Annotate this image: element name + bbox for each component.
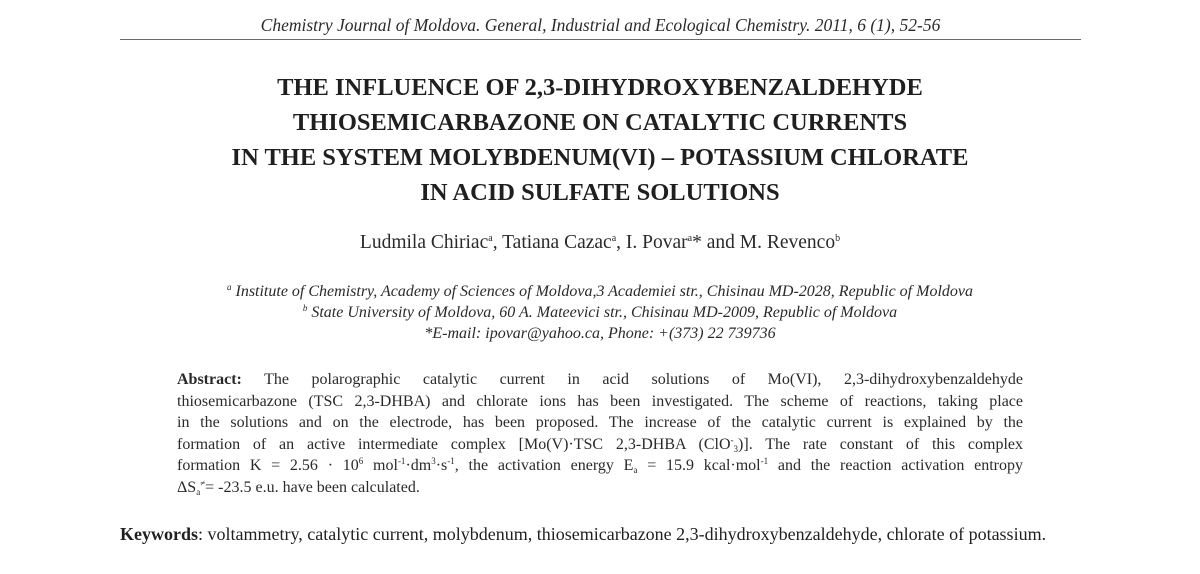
affiliation-a: [100, 281, 1100, 302]
author-separator: and: [701, 232, 740, 253]
affiliation-text: State University of Moldova, 60 A. Mateevici str., Chisinau MD-2009, Republic of Moldova: [307, 304, 898, 321]
author-name: I. Povar: [625, 232, 688, 253]
abstract-line: formation of an active intermediate complex [Mo(V)·TSC 2,3-DHBA (ClO-$_3$)]. The rate constant of this complex: [177, 434, 1024, 454]
paper-title: [100, 70, 1100, 210]
affiliation-marker: a: [488, 233, 493, 244]
title-line: IN ACID SULFATE SOLUTIONS: [420, 179, 780, 206]
abstract-line: in the solutions and on the electrode, has been proposed. The increase of the catalytic current is explained by the: [177, 414, 1023, 432]
affiliation-marker: b: [835, 233, 841, 244]
keywords-label: Keywords: [120, 524, 198, 544]
keywords: [120, 522, 1081, 546]
journal-header: Chemistry Journal of Moldova. General, Industrial and Ecological Chemistry. 2011, 6 (1), 52-56: [120, 12, 1081, 40]
affiliation-marker: a: [687, 233, 693, 244]
title-line: THIOSEMICARBAZONE ON CATALYTIC CURRENTS: [292, 109, 908, 136]
abstract-line: thiosemicarbazone (TSC 2,3-DHBA) and chlorate ions has been investigated. The scheme of reactions, taking place: [177, 392, 1023, 410]
affiliations: [100, 281, 1100, 344]
title-line: IN THE SYSTEM MOLYBDENUM(VI) – POTASSIUM CHLORATE: [231, 144, 969, 171]
corresponding-author-mark: *: [692, 232, 702, 253]
abstract-line: Abstract: The polarographic catalytic current in acid solutions of Mo(VI), 2,3-dihydroxybenzaldehyde: [177, 371, 1023, 388]
abstract-label: Abstract:: [177, 371, 242, 388]
abstract-line: formation $K = 2.56 \cdot 10^6$ $mol^{-1}\cdot dm^3\cdot s^{-1}$, the activation energy $E_a = 15.9$ kcal·mol$^{-1}$ and the reaction activation entropy: [177, 456, 1024, 476]
affiliation-text: Institute of Chemistry, Academy of Sciences of Moldova,3 Academiei str., Chisinau MD-2028, Republic of Moldova: [231, 283, 973, 300]
contact-email: *E-mail: ipovar@yahoo.ca, Phone: +(373) 22 739736: [424, 325, 776, 342]
affiliation-b: [100, 302, 1100, 323]
affiliation-marker: b: [302, 303, 308, 313]
affiliation-marker: a: [226, 282, 232, 292]
author-separator: ,: [492, 232, 503, 253]
abstract-line: $\Delta S_a^\ne= -23.5$ e.u. have been calculated.: [177, 477, 420, 497]
author-separator: ,: [616, 232, 626, 253]
affiliation-marker: a: [611, 233, 617, 244]
author-name: Ludmila Chiriac: [359, 232, 489, 253]
author-name: M. Revenco: [739, 232, 836, 253]
keywords-text: : voltammetry, catalytic current, molybdenum, thiosemicarbazone 2,3-dihydroxybenzaldehyde, chlorate of potassium.: [198, 524, 1047, 544]
title-line: THE INFLUENCE OF 2,3-DIHYDROXYBENZALDEHYDE: [277, 74, 923, 101]
author-list: [100, 229, 1100, 257]
abstract: [177, 369, 1023, 499]
author-name: Tatiana Cazac: [502, 232, 612, 253]
